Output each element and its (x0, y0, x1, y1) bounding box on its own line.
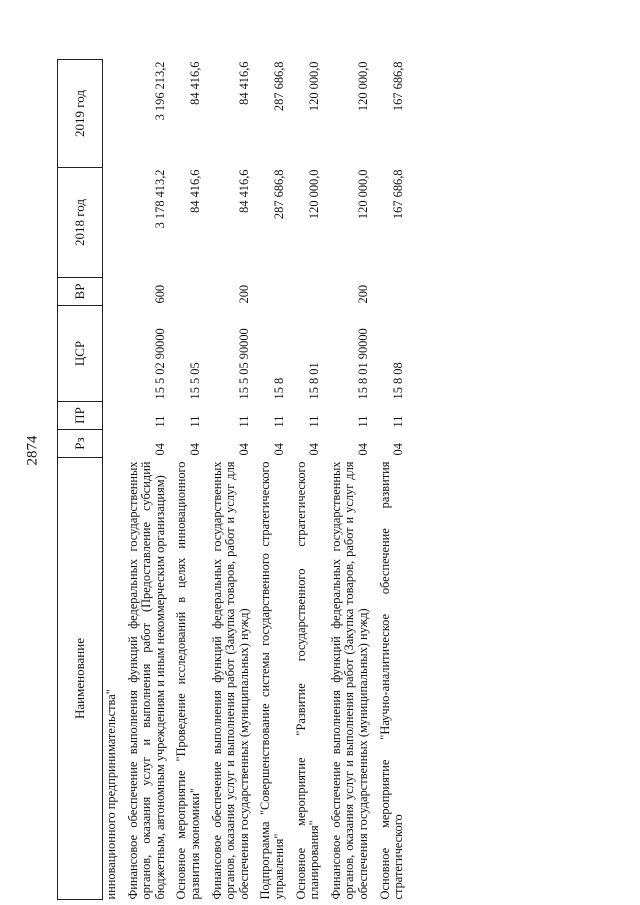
row-name: Финансовое обеспечение выполнения функций федеральных государственных органов, оказания услуг и выполнения работ (Закупка товаров, работ и услуг для обеспечения государственных (муниципальных) нужд) (328, 461, 370, 900)
row-2018: 120 000,0 (355, 169, 370, 220)
row-name: Основное мероприятие "Научно-аналитическое обеспечение развития стратегического (377, 461, 406, 900)
row-csr: 15 5 02 90000 (152, 328, 167, 400)
table-row (124, 60, 173, 900)
row-vr (256, 278, 291, 306)
row-pr: 11 (271, 415, 286, 428)
row-rz: 04 (391, 443, 406, 456)
table-row (327, 60, 376, 900)
row-2019: 167 686,8 (391, 61, 406, 112)
row-rz: 04 (236, 443, 251, 456)
row-csr: 15 8 08 (391, 362, 406, 400)
row-name: Основное мероприятие "Развитие государственного стратегического планирования" (293, 461, 322, 900)
row-pr: 11 (152, 415, 167, 428)
table-row (292, 60, 327, 900)
header-2019: 2019 год (58, 60, 103, 168)
row-name: Подпрограмма "Совершенствование системы государственного стратегического управления" (258, 461, 286, 900)
row-pr: 11 (355, 415, 370, 428)
row-pr: 11 (391, 415, 406, 428)
row-name: Финансовое обеспечение выполнения функций федеральных государственных органов, оказания услуг и выполнения работ (Предоставление субсидий бюджетным, автономным учреждениям и иным некоммерческим организациям) (125, 461, 167, 900)
header-name: Наименование (58, 458, 103, 900)
row-2019: 120 000,0 (307, 61, 322, 112)
table-row (172, 60, 207, 900)
row-2018: 167 686,8 (391, 169, 406, 220)
row-csr: 15 8 (271, 377, 286, 400)
row-rz (103, 430, 124, 458)
row-2019: 3 196 213,2 (152, 61, 167, 121)
table-row (208, 60, 257, 900)
row-2019: 120 000,0 (355, 61, 370, 112)
row-rz: 04 (271, 443, 286, 456)
row-vr: 600 (152, 284, 167, 304)
row-vr (292, 278, 327, 306)
row-csr: 15 8 01 (307, 362, 322, 400)
row-name: Основное мероприятие "Проведение исследований в целях инновационного развития экономики" (174, 461, 202, 900)
table-row (103, 60, 124, 900)
header-rz: Рз (58, 430, 103, 458)
row-vr (376, 278, 411, 306)
header-row (58, 60, 103, 900)
row-2018: 84 416,6 (187, 169, 202, 213)
row-csr (103, 306, 124, 402)
row-2019: 84 416,6 (187, 61, 202, 105)
header-2018: 2018 год (58, 168, 103, 278)
row-pr (103, 402, 124, 430)
row-csr: 15 8 01 90000 (355, 328, 370, 400)
row-name: Финансовое обеспечение выполнения функций федеральных государственных органов, оказания услуг и выполнения работ (Закупка товаров, работ и услуг для обеспечения государственных (муниципальных) нужд) (209, 461, 251, 900)
row-2019: 287 686,8 (271, 61, 286, 112)
page-number: 2874 (24, 435, 41, 466)
row-pr: 11 (236, 415, 251, 428)
rotated-table-container (57, 60, 613, 900)
table-row (376, 60, 411, 900)
table-row (256, 60, 291, 900)
row-2019: 84 416,6 (236, 61, 251, 105)
row-2018 (103, 168, 124, 278)
budget-table (57, 59, 411, 900)
row-rz: 04 (307, 443, 322, 456)
header-pr: ПР (58, 402, 103, 430)
row-vr: 200 (355, 284, 370, 304)
row-name: инновационного предпринимательства" (104, 689, 118, 900)
row-2018: 120 000,0 (307, 169, 322, 220)
header-csr: ЦСР (58, 306, 103, 402)
row-csr: 15 5 05 (187, 362, 202, 400)
row-csr: 15 5 05 90000 (236, 328, 251, 400)
row-vr: 200 (236, 284, 251, 304)
row-2018: 287 686,8 (271, 169, 286, 220)
row-vr (172, 278, 207, 306)
row-pr: 11 (187, 415, 202, 428)
header-vr: ВР (58, 278, 103, 306)
row-rz: 04 (152, 443, 167, 456)
row-2018: 3 178 413,2 (152, 169, 167, 229)
row-pr: 11 (307, 415, 322, 428)
row-rz: 04 (355, 443, 370, 456)
row-2019 (103, 60, 124, 168)
row-vr (103, 278, 124, 306)
row-rz: 04 (187, 443, 202, 456)
row-2018: 84 416,6 (236, 169, 251, 213)
